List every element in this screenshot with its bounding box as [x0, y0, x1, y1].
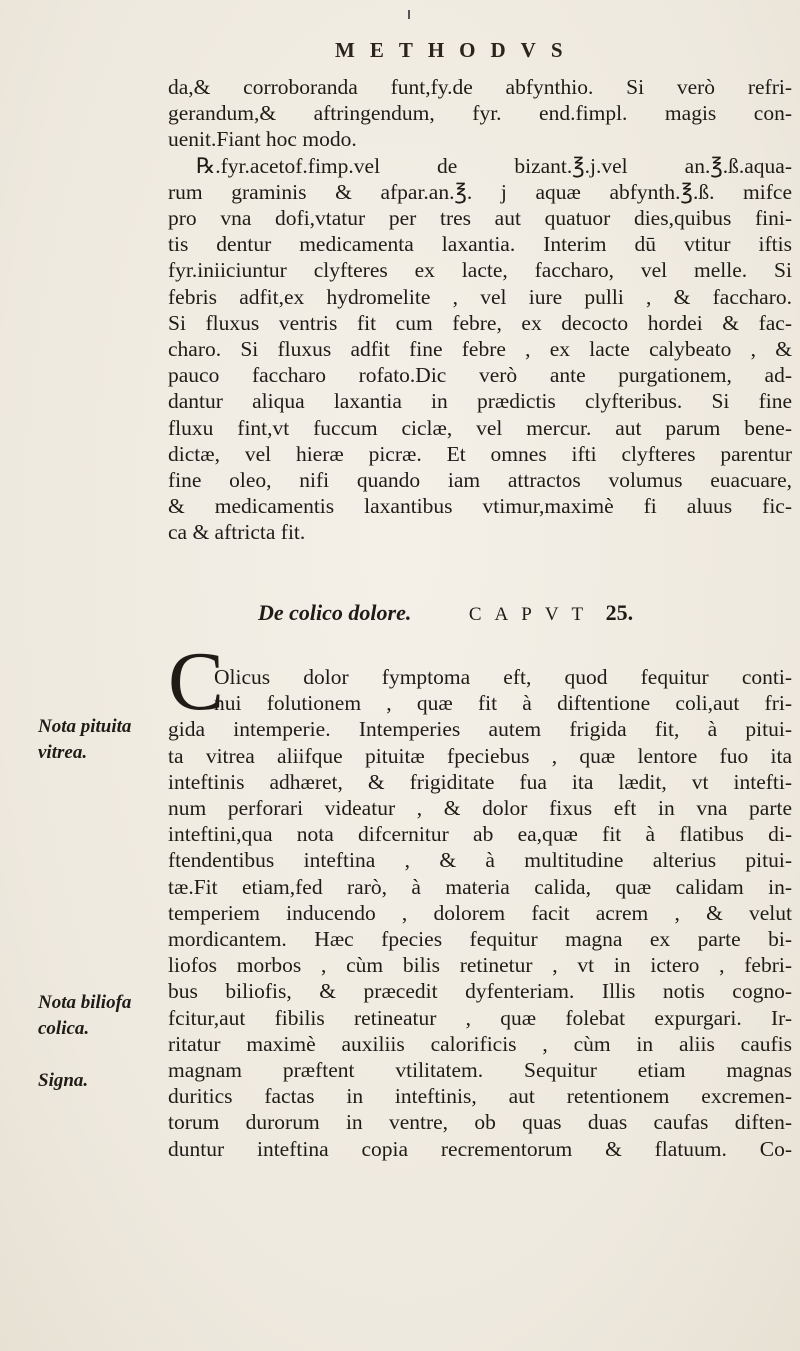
text-line: ritatur maximè auxiliis calorificis , cùm in aliis caufis: [168, 1031, 792, 1056]
text-line: uenit.Fiant hoc modo.: [168, 127, 357, 152]
text-line: dantur aliqua laxantia in prædictis clyfteribus. Si fine: [168, 389, 792, 414]
text-line: torum durorum in ventre, ob quas duas caufas diften-: [168, 1110, 792, 1135]
text-line: ca & aftricta fit.: [168, 520, 306, 545]
margin-note-line: Nota pituita: [38, 716, 132, 737]
text-line: num perforari videatur , & dolor fixus eft in vna parte: [168, 796, 792, 820]
margin-note-line: Nota biliofa: [38, 992, 132, 1013]
chapter-number: 25.: [605, 600, 634, 625]
text-line: fyr.iniiciuntur clyfteres ex lacte, faccharo, vel melle. Si: [168, 258, 792, 283]
page-mark: [408, 10, 410, 19]
text-line: tæ.Fit etiam,fed rarò, à materia calida, quæ calidam in-: [168, 874, 792, 899]
margin-note-line: vitrea.: [38, 742, 88, 763]
text-line: fluxu fint,vt fuccum ciclæ, vel mercur. aut parum bene-: [168, 415, 792, 440]
text-line: gerandum,& aftringendum, fyr. end.fimpl. magis con-: [168, 101, 792, 126]
margin-note-2b: [38, 1018, 89, 1040]
text-line: fcitur,aut fibilis retineatur , quæ folebat expurgari. Ir-: [168, 1005, 792, 1030]
text-line: fine oleo, nifi quando iam attractos volumus euacuare,: [168, 468, 792, 492]
text-line: ta vitrea aliifque pituitæ fpeciebus , quæ lentore fuo ita: [168, 743, 792, 768]
text-line: mordicantem. Hæc fpecies fequitur magna ex parte bi-: [168, 927, 792, 951]
text-line: bus biliofis, & præcedit dyfenteriam. Illis notis cogno-: [168, 979, 792, 1004]
margin-note-2: [38, 992, 131, 1014]
text-line: tis dentur medicamenta laxantia. Interim dū vtitur iftis: [168, 232, 792, 257]
text-line: pro vna dofi,vtatur per tres aut quatuor dies,quibus fini-: [168, 206, 792, 230]
text-line: liofos morbos , cùm bilis retinetur , vt in ictero , febri-: [168, 953, 792, 978]
running-head: METHODVS: [335, 38, 578, 62]
margin-note-line: colica.: [38, 1018, 90, 1039]
text-line: febris adfit,ex hydromelite , vel iure pulli , & faccharo.: [168, 284, 792, 309]
text-line: pauco faccharo rofato.Dic verò ante purgationem, ad-: [168, 363, 792, 388]
text-line: inteftinis adhæret, & frigiditate fua ita lædit, vt intefti-: [168, 769, 792, 794]
chapter-title: De colico dolore.: [258, 600, 412, 625]
text-line: ℞.fyr.acetof.fimp.vel de bizant.℥.j.vel an.℥.ß.aqua-: [196, 153, 792, 178]
margin-note-3: [38, 1070, 88, 1092]
text-line: magnam præftent vtilitatem. Sequitur etiam magnas: [168, 1058, 792, 1082]
text-line: charo. Si fluxus adfit fine febre , ex lacte calybeato , &: [168, 337, 792, 361]
text-line: rum graminis & afpar.an.℥. j aquæ abfynth.℥.ß. mifce: [168, 179, 792, 204]
margin-note-line: Signa.: [38, 1070, 89, 1091]
margin-note-1: [38, 716, 131, 738]
text-line: dictæ, vel hieræ picræ. Et omnes ifti clyfteres parentur: [168, 441, 792, 466]
text-line: inteftini,qua nota difcernitur ab ea,quæ fit à flatibus di-: [168, 822, 792, 847]
margin-note-1b: [38, 742, 87, 764]
text-line: Si fluxus ventris fit cum febre, ex decocto hordei & fac-: [168, 310, 792, 335]
drop-cap: C: [168, 635, 225, 728]
text-line: nui folutionem , quæ fit à diftentione coli,aut fri-: [214, 691, 792, 716]
text-line: duritics factas in inteftinis, aut retentionem excremen-: [168, 1084, 792, 1109]
text-line: duntur inteftina copia recrementorum & flatuum. Co-: [168, 1136, 792, 1161]
text-line: & medicamentis laxantibus vtimur,maximè fi aluus fic-: [168, 494, 792, 519]
text-line: gida intemperie. Intemperies autem frigida fit, à pitui-: [168, 717, 792, 742]
text-line: ftendentibus inteftina , & à multitudine alterius pitui-: [168, 848, 792, 873]
chapter-caput: CAPVT: [468, 604, 597, 625]
text-line: da,& corroboranda funt,fy.de abfynthio. Si verò refri-: [168, 75, 792, 99]
text-line: temperiem inducendo , dolorem facit acrem , & velut: [168, 900, 792, 925]
text-line: Olicus dolor fymptoma eft, quod fequitur conti-: [214, 665, 792, 689]
chapter-heading: [258, 600, 778, 626]
